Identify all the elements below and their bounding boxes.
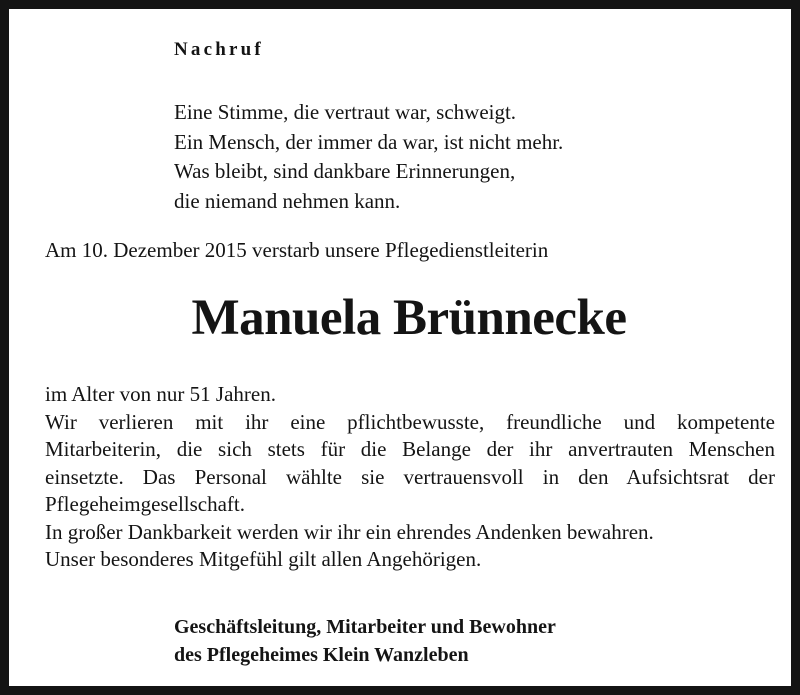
body-line: Wir verlieren mit ihr eine pflichtbewusste, freundliche und kompetente bbox=[45, 409, 775, 434]
deceased-name: Manuela Brünnecke bbox=[191, 290, 627, 346]
poem-line: Eine Stimme, die vertraut war, schweigt. bbox=[174, 100, 517, 124]
body-line: Mitarbeiterin, die sich stets für die Belange der ihr anvertrauten Menschen bbox=[45, 437, 775, 461]
body-line: In großer Dankbarkeit werden wir ihr ein ehrendes Andenken bewahren. bbox=[45, 519, 654, 544]
body-line: im Alter von nur 51 Jahren. bbox=[45, 382, 276, 406]
poem-line: die niemand nehmen kann. bbox=[174, 188, 401, 213]
signature-block bbox=[174, 613, 556, 669]
notice-heading: Nachruf bbox=[174, 39, 264, 60]
signature-line: Geschäftsleitung, Mitarbeiter und Bewohner bbox=[174, 616, 556, 638]
memorial-poem bbox=[174, 98, 563, 216]
poem-line: Ein Mensch, der immer da war, ist nicht mehr. bbox=[174, 129, 564, 154]
body-line: Pflegeheimgesellschaft. bbox=[45, 492, 246, 516]
body-line: einsetzte. Das Personal wählte sie vertrauensvoll in den Aufsichtsrat der bbox=[45, 464, 775, 489]
poem-line: Was bleibt, sind dankbare Erinnerungen, bbox=[174, 159, 516, 183]
notice-body bbox=[45, 381, 775, 574]
signature-line: des Pflegeheimes Klein Wanzleben bbox=[174, 644, 469, 666]
death-announcement: Am 10. Dezember 2015 verstarb unsere Pflegedienstleiterin bbox=[45, 238, 549, 262]
body-line: Unser besonderes Mitgefühl gilt allen Angehörigen. bbox=[45, 547, 482, 571]
